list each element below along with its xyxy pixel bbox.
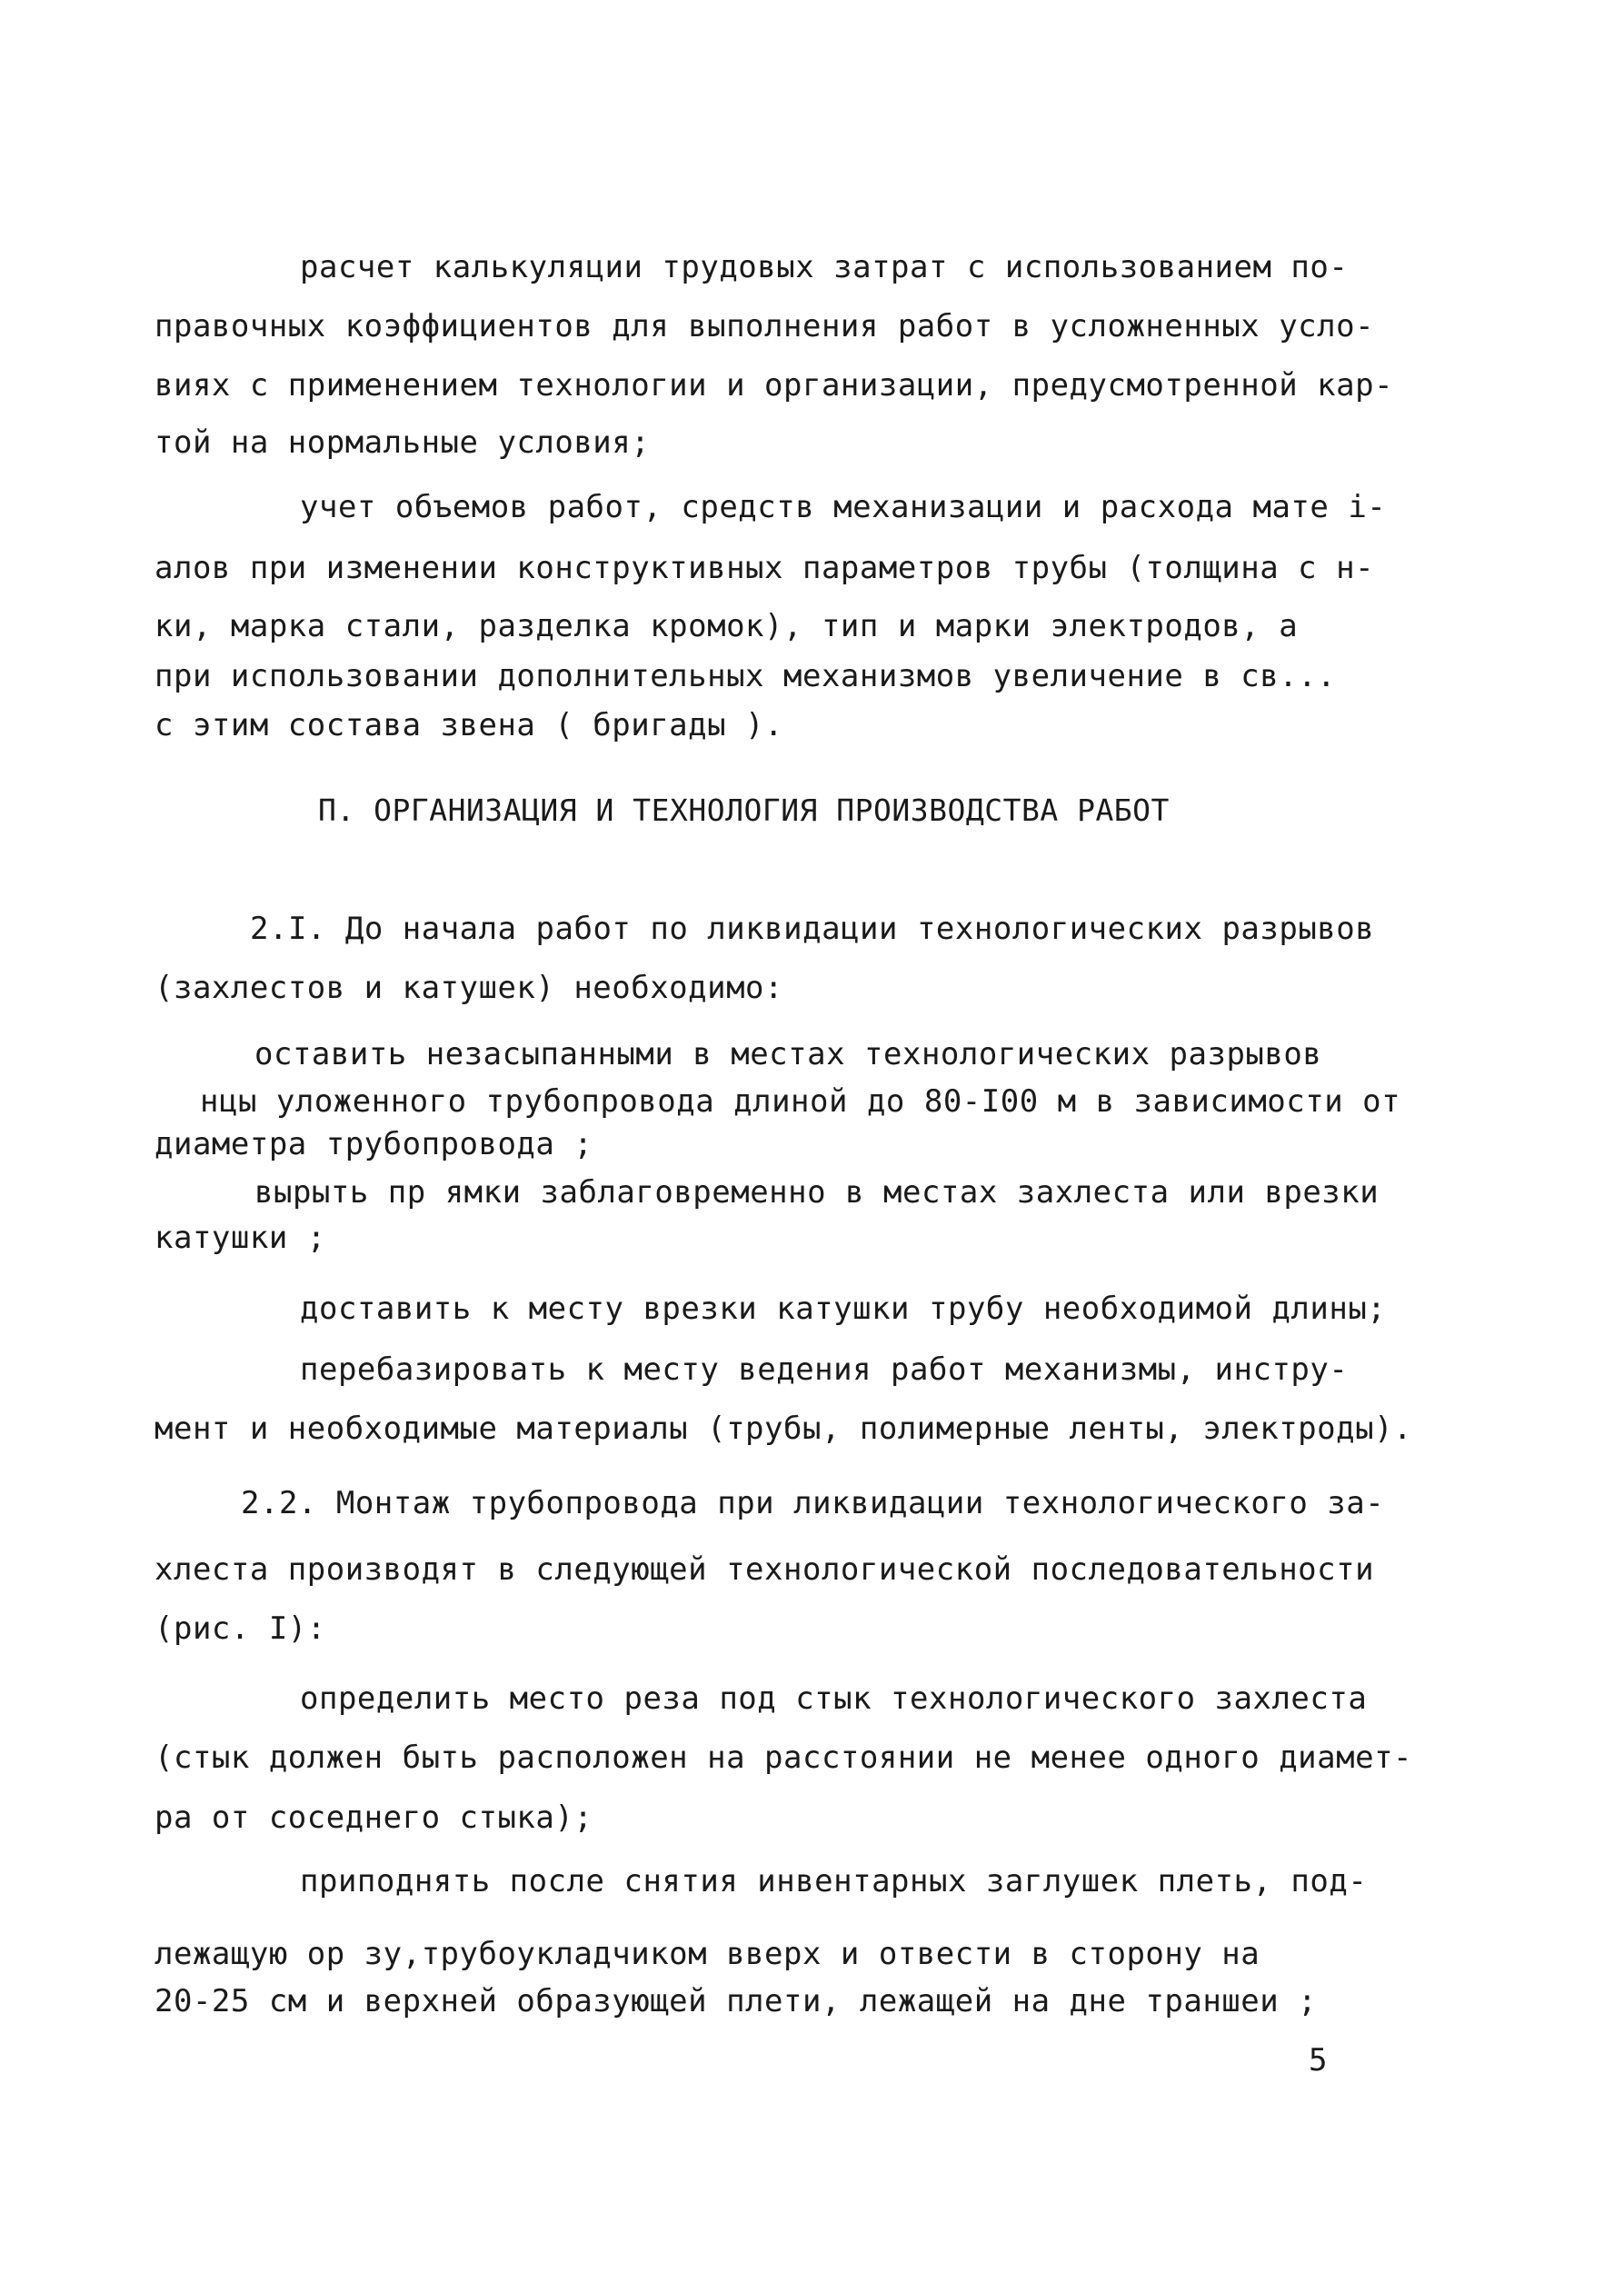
text-line: 2.2. Монтаж трубопровода при ликвидации технологического за- — [241, 1485, 1385, 1521]
text-line: (стык должен быть расположен на расстоянии не менее одного диамет- — [154, 1740, 1413, 1776]
text-line: мент и необходимые материалы (трубы, полимерные ленты, электроды). — [154, 1411, 1413, 1447]
text-line: лежащую ор зу,трубоукладчиком вверх и отвести в сторону на — [154, 1936, 1260, 1972]
text-line: виях с применением технологии и организации, предусмотренной кар- — [154, 367, 1394, 404]
text-line: с этим состава звена ( бригады ). — [154, 707, 784, 743]
text-line: катушки ; — [154, 1220, 326, 1256]
text-line: (рис. I): — [154, 1610, 326, 1647]
text-line: приподнять после снятия инвентарных заглушек плеть, под- — [300, 1863, 1368, 1899]
text-line: диаметра трубопровода ; — [154, 1126, 593, 1162]
section-heading: П. ОРГАНИЗАЦИЯ И ТЕХНОЛОГИЯ ПРОИЗВОДСТВА РАБОТ — [318, 793, 1170, 828]
text-line: (захлестов и катушек) необходимо: — [154, 970, 784, 1006]
page-number: 5 — [1309, 2042, 1328, 2079]
text-line: определить место реза под стык технологического захлеста — [300, 1680, 1368, 1717]
text-line: оставить незасыпанными в местах технологических разрывов — [254, 1036, 1322, 1072]
text-line: правочных коэффициентов для выполнения работ в усложненных усло- — [154, 308, 1375, 344]
text-line: ра от соседнего стыка); — [154, 1799, 593, 1836]
text-line: 2.I. До начала работ по ликвидации технологических разрывов — [250, 911, 1375, 947]
text-line: той на нормальные условия; — [154, 424, 651, 461]
text-line: вырыть пр ямки заблаговременно в местах захлеста или врезки — [254, 1174, 1380, 1211]
text-line: 20-25 см и верхней образующей плети, лежащей на дне траншеи ; — [154, 1983, 1318, 2019]
text-line: ки, марка стали, разделка кромок), тип и марки электродов, а — [154, 608, 1299, 644]
text-line: расчет калькуляции трудовых затрат с использованием по- — [300, 249, 1349, 285]
text-line: доставить к месту врезки катушки трубу необходимой длины; — [300, 1291, 1387, 1327]
text-line: нцы уложенного трубопровода длиной до 80-I00 м в зависимости от — [200, 1083, 1401, 1120]
text-line: при использовании дополнительных механизмов увеличение в св... — [154, 658, 1337, 694]
text-line: хлеста производят в следующей технологической последовательности — [154, 1551, 1375, 1588]
text-line: учет объемов работ, средств механизации и расхода мате і- — [300, 489, 1387, 525]
text-line: алов при изменении конструктивных параметров трубы (толщина с н- — [154, 550, 1375, 586]
text-line: перебазировать к месту ведения работ механизмы, инстру- — [300, 1351, 1349, 1388]
